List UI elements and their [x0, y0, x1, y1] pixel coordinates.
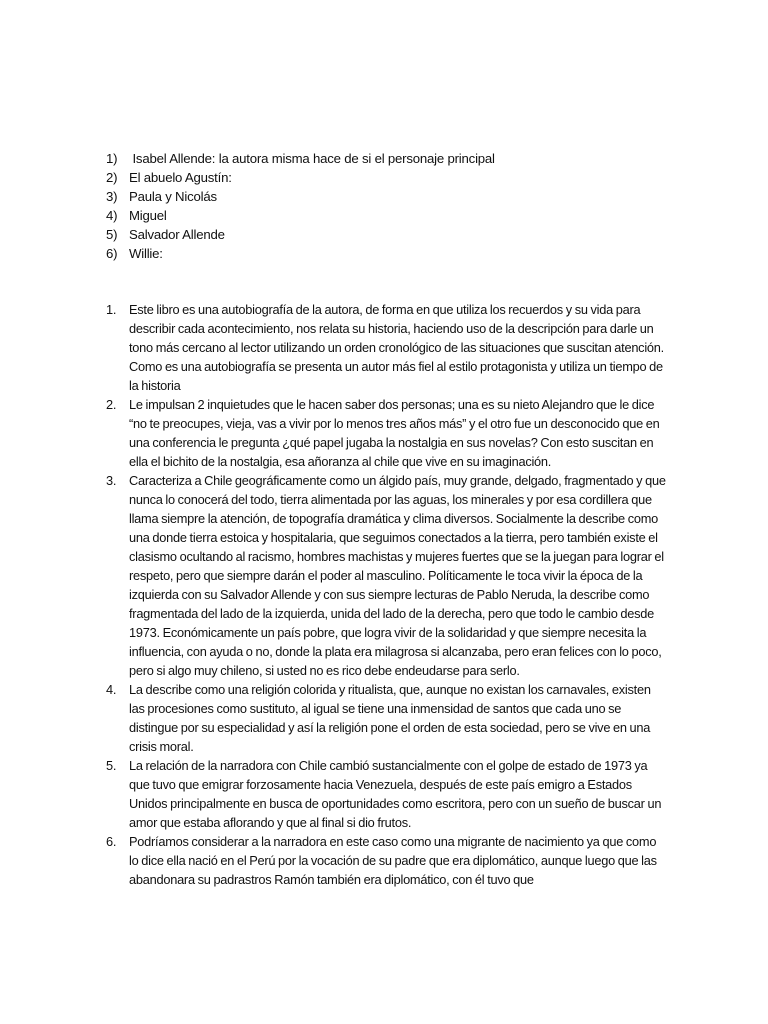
list-item: [106, 206, 706, 225]
list-item: [106, 168, 706, 187]
list-item-number: 2.: [106, 397, 117, 412]
list-item: [106, 471, 666, 680]
answer-paragraph: Este libro es una autobiografía de la autora, de forma en que utiliza los recuerdos y su vida para describir cada acontecimiento, nos relata su historia, haciendo uso de la descripción para darle un tono más cercano al lector utilizando un orden cronológico de las situaciones que suscitan atención. Como es una autobiografía se presenta un autor más fiel al estilo protagonista y utiliza un tiempo de la historia: [129, 302, 664, 393]
list-item: [106, 680, 666, 756]
list-item-number: 4.: [106, 682, 117, 697]
list-item: [106, 149, 706, 168]
list-item: [106, 225, 706, 244]
answer-paragraph: La relación de la narradora con Chile cambió sustancialmente con el golpe de estado de 1973 ya que tuvo que emigrar forzosamente hacia Venezuela, después de este país emigro a Estados Unidos principalmente en busca de oportunidades como escritora, pero con un sueño de buscar un amor que estaba aflorando y que al final si dio frutos.: [129, 758, 662, 830]
list-item-text: Willie:: [129, 246, 163, 261]
list-item-number: 6.: [106, 834, 117, 849]
list-item-number: 5.: [106, 758, 117, 773]
list-item-number: 1): [106, 151, 118, 166]
answer-paragraph: Podríamos considerar a la narradora en este caso como una migrante de nacimiento ya que como lo dice ella nació en el Perú por la vocación de su padre que era diplomático, aunque luego que las abandonara su padrastros Ramón también era diplomático, con él tuvo que: [129, 834, 657, 887]
list-item: [106, 244, 706, 263]
list-item-number: 3.: [106, 473, 117, 488]
list-item: [106, 300, 666, 395]
list-item-number: 3): [106, 189, 118, 204]
answer-paragraph: La describe como una religión colorida y ritualista, que, aunque no existan los carnavales, existen las procesiones como sustituto, al igual se tiene una inmensidad de santos que cada uno se distingue por su especialidad y así la religión pone el orden de esta sociedad, pero se vive en una crisis moral.: [129, 682, 651, 754]
list-item-text: Miguel: [129, 208, 167, 223]
answers-list: [106, 300, 666, 889]
list-item-number: 5): [106, 227, 118, 242]
list-item-number: 1.: [106, 302, 117, 317]
list-item-number: 6): [106, 246, 118, 261]
list-item-text: Paula y Nicolás: [129, 189, 217, 204]
list-item-text: Salvador Allende: [129, 227, 225, 242]
characters-list: [106, 149, 706, 263]
answer-paragraph: Le impulsan 2 inquietudes que le hacen saber dos personas; una es su nieto Alejandro que le dice “no te preocupes, vieja, vas a vivir por lo menos tres años más” y el otro fue un desconocido que en una conferencia le pregunta ¿qué papel jugaba la nostalgia en sus novelas? Con esto suscitan en ella el bichito de la nostalgia, esa añoranza al chile que vive en su imaginación.: [129, 397, 660, 469]
list-item-number: 4): [106, 208, 118, 223]
list-item: [106, 832, 666, 889]
list-item: [106, 756, 666, 832]
list-item-text: Isabel Allende: la autora misma hace de si el personaje principal: [129, 151, 495, 166]
list-item-text: El abuelo Agustín:: [129, 170, 232, 185]
answer-paragraph: Caracteriza a Chile geográficamente como un álgido país, muy grande, delgado, fragmentado y que nunca lo conocerá del todo, tierra alimentada por las aguas, los minerales y por esa cordillera que llama siempre la atención, de topografía dramática y clima diversos. Socialmente la describe como una donde tierra estoica y hospitalaria, que seguimos conectados a la tierra, pero también existe el clasismo ocultando al racismo, hombres machistas y mujeres fuertes que se la juegan para lograr el respeto, pero que siempre darán el poder al masculino. Políticamente le toca vivir la época de la izquierda con su Salvador Allende y con sus siempre lecturas de Pablo Neruda, la describe como fragmentada del lado de la izquierda, unida del lado de la derecha, pero que todo le cambio desde 1973. Económicamente un país pobre, que logra vivir de la solidaridad y que siempre necesita la influencia, con ayuda o no, donde la plata era milagrosa si alcanzaba, pero eran felices con lo poco, pero si algo muy chileno, si usted no es rico debe endeudarse para serlo.: [129, 473, 666, 678]
list-item: [106, 187, 706, 206]
list-item: [106, 395, 666, 471]
list-item-number: 2): [106, 170, 118, 185]
